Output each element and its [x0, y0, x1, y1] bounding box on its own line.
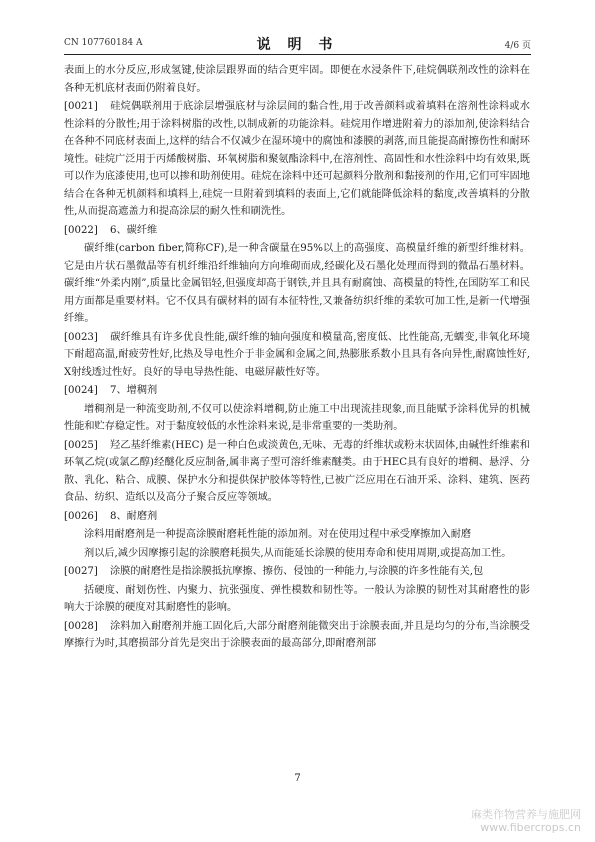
- paragraph-text: 碳纤维具有许多优良性能,碳纤维的轴向强度和模量高,密度低、比性能高,无蠕变,非氧化环境下耐超高温,耐疲劳性好,比热及导电性介于非金属和金属之间,热膨胀系数小且具有各向异性,耐腐蚀性好,X射线透过性好。良好的导电导热性能、电磁屏蔽性好等。: [64, 331, 530, 378]
- watermark-line: www.fibercrops.cn: [480, 821, 581, 834]
- page-number: 7: [294, 773, 301, 784]
- page-label: 4/6 页: [504, 41, 531, 51]
- paragraph-number: [0027]: [64, 566, 98, 577]
- watermark-line: 麻类作物营养与施肥网: [471, 808, 581, 821]
- paragraph-text: 涂膜的耐磨性是指涂膜抵抗摩擦、擦伤、侵蚀的一种能力,与涂膜的许多性能有关,包: [110, 566, 484, 577]
- paragraph: [64, 382, 530, 400]
- paragraph: [64, 98, 530, 221]
- paragraph: [64, 62, 530, 97]
- paragraph-number: [0028]: [64, 620, 98, 632]
- paragraph-number: [0026]: [64, 510, 98, 522]
- document-title: 说 明 书: [256, 37, 339, 53]
- paragraph-text: 括硬度、耐划伤性、内聚力、抗张强度、弹性模数和韧性等。一般认为涂膜的韧性对其耐磨性的影响大于涂膜的硬度对其耐磨性的影响。: [64, 584, 530, 613]
- paragraph-text: 硅烷偶联剂用于底涂层增强底材与涂层间的黏合性,用于改善颜料或着填料在溶剂性涂料或水性涂料的分散性;用于涂料树脂的改性,以制成新的功能涂料。硅烷用作增进附着力的添加剂,使涂料结合在各种不同底材表面上,这样的结合不仅减少在湿环境中的腐蚀和漆膜的剥落,而且能提高耐擦伤性和耐环境性。硅烷广泛用于丙烯酸树脂、环氧树脂和聚氨酯涂料中,在溶剂性、高固性和水性涂料中均有效果,既可以作为底漆使用,也可以掺和助剂使用。硅烷在涂料中还可起颜料分散剂和黏接剂的作用,它们可牢固地结合在各种无机颜料和填料上,硅烷一旦附着到填料的表面上,它们就能降低涂料的黏度,改善填料的分散性,从而提高遮盖力和提高涂层的耐久性和刷洗性。: [64, 101, 530, 217]
- patent-number: CN 107760184 A: [64, 38, 143, 48]
- paragraph: [64, 437, 530, 507]
- paragraph-text: 增稠剂是一种流变助剂,不仅可以使涂料增稠,防止施工中出现流挂现象,而且能赋予涂料优异的机械性能和贮存稳定性。对于黏度较低的水性涂料来说,是非常重要的一类助剂。: [64, 403, 530, 432]
- paragraph-text: 羟乙基纤维素(HEC) 是一种白色或淡黄色,无味、无毒的纤维状或粉末状固体,由碱性纤维素和环氧乙烷(或氯乙醇)经醚化反应制备,属非离子型可溶纤维素醚类。由于HEC具有良好的增稠、悬浮、分散、乳化、粘合、成膜、保护水分和提供保护胶体等特性,已被广泛应用在石油开采、涂料、建筑、医药食品、纺织、造纸以及高分子聚合反应等领域。: [64, 439, 530, 503]
- paragraph: [64, 618, 530, 653]
- paragraph-number: [0025]: [64, 439, 98, 451]
- paragraph: [64, 329, 530, 382]
- paragraph-number: [0024]: [64, 385, 98, 396]
- paragraph-text: 6、碳纤维: [110, 224, 158, 236]
- paragraph-number: [0023]: [64, 331, 98, 343]
- paragraph-number: [0021]: [64, 101, 98, 112]
- paragraph: [64, 526, 530, 544]
- paragraph: [64, 401, 530, 436]
- paragraph-text: 剂以后,减少因摩擦引起的涂膜磨耗损失,从而能延长涂膜的使用寿命和使用周期,或提高加工性。: [84, 547, 512, 559]
- paragraph-text: 涂料用耐磨剂是一种提高涂膜耐磨耗性能的添加剂。对在使用过程中承受摩擦加入耐磨: [84, 529, 472, 540]
- paragraph: [64, 582, 530, 617]
- paragraph: [64, 508, 530, 526]
- paragraph-text: 涂料加入耐磨剂并施工固化后,大部分耐磨剂能微突出于涂膜表面,并且是均匀的分布,当涂膜受摩擦行为时,其磨损部分首先是突出于涂膜表面的最高部分,即耐磨剂部: [64, 620, 530, 649]
- header-divider: [64, 54, 531, 55]
- paragraph-text: 7、增稠剂: [110, 385, 158, 396]
- watermark: [471, 808, 581, 834]
- page-header: [64, 34, 531, 52]
- paragraph-number: [0022]: [64, 224, 98, 236]
- paragraph: [64, 563, 530, 581]
- paragraph: [64, 545, 530, 563]
- paragraph-text: 8、耐磨剂: [110, 510, 158, 522]
- paragraph: [64, 240, 530, 328]
- paragraph-text: 表面上的水分反应,形成氢键,使涂层跟界面的结合更牢固。即便在水浸条件下,硅烷偶联剂改性的涂料在各种无机底材表面仍附着良好。: [64, 65, 530, 94]
- document-body: [64, 62, 530, 654]
- paragraph-text: 碳纤维(carbon fiber,简称CF),是一种含碳量在95%以上的高强度、高模量纤维的新型纤维材料。它是由片状石墨微晶等有机纤维沿纤维轴向方向堆砌而成,经碳化及石墨化处理而得到的微晶石墨材料。碳纤维“外柔内刚”,质量比金属铝轻,但强度却高于钢铁,并且具有耐腐蚀、高模量的特性,在国防军工和民用方面都是重要材料。它不仅具有碳材料的固有本征特性,又兼备纺织纤维的柔软可加工性,是新一代增强纤维。: [64, 243, 530, 324]
- paragraph: [64, 222, 530, 240]
